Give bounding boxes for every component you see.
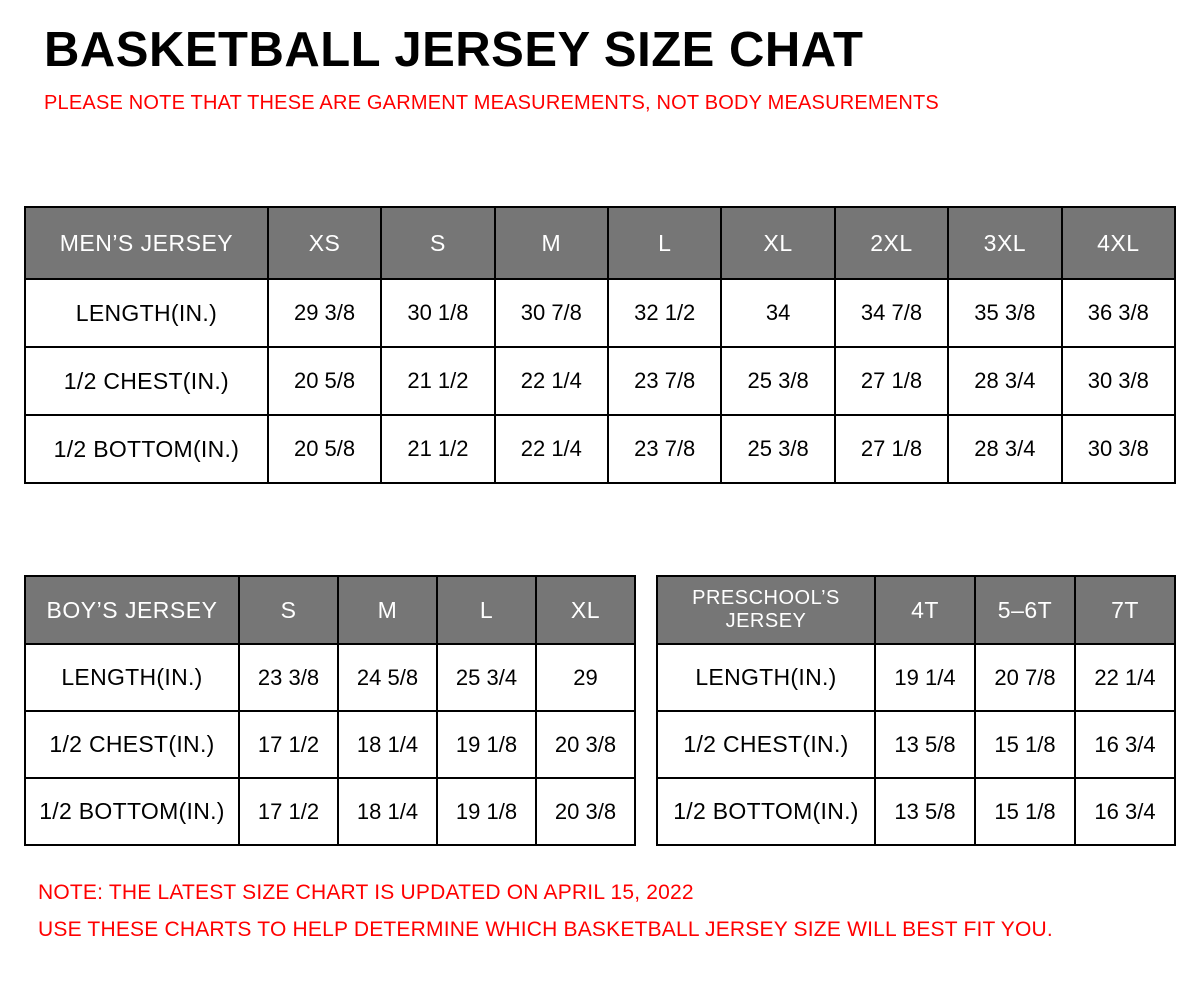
table-cell: 28 3/4 bbox=[948, 347, 1061, 415]
column-header: 3XL bbox=[948, 207, 1061, 279]
table-cell: 28 3/4 bbox=[948, 415, 1061, 483]
table-cell: 20 7/8 bbox=[975, 644, 1075, 711]
table-cell: 30 1/8 bbox=[381, 279, 494, 347]
column-header: 7T bbox=[1075, 576, 1175, 644]
column-header: 2XL bbox=[835, 207, 948, 279]
table-cell: 36 3/8 bbox=[1062, 279, 1175, 347]
column-header: XL bbox=[536, 576, 635, 644]
page-title: BASKETBALL JERSEY SIZE CHAT bbox=[44, 23, 864, 77]
column-header: 5–6T bbox=[975, 576, 1075, 644]
table-row bbox=[25, 415, 1175, 483]
table-header-row bbox=[25, 576, 635, 644]
row-label: 1/2 CHEST(IN.) bbox=[657, 711, 875, 778]
table-cell: 15 1/8 bbox=[975, 711, 1075, 778]
table-row bbox=[25, 778, 635, 845]
table-cell: 19 1/4 bbox=[875, 644, 975, 711]
preschool-jersey-table bbox=[656, 575, 1176, 846]
row-label: 1/2 CHEST(IN.) bbox=[25, 347, 268, 415]
column-header: S bbox=[381, 207, 494, 279]
table-cell: 22 1/4 bbox=[495, 347, 608, 415]
table-cell: 24 5/8 bbox=[338, 644, 437, 711]
table-row bbox=[25, 347, 1175, 415]
mens-jersey-table bbox=[24, 206, 1176, 484]
table-row bbox=[657, 644, 1175, 711]
table-cell: 30 7/8 bbox=[495, 279, 608, 347]
table-cell: 30 3/8 bbox=[1062, 347, 1175, 415]
boys-jersey-table bbox=[24, 575, 636, 846]
table-cell: 34 bbox=[721, 279, 834, 347]
column-header: M bbox=[338, 576, 437, 644]
table-cell: 29 3/8 bbox=[268, 279, 381, 347]
table-header-row bbox=[25, 207, 1175, 279]
table-cell: 34 7/8 bbox=[835, 279, 948, 347]
table-row bbox=[25, 279, 1175, 347]
table-cell: 13 5/8 bbox=[875, 711, 975, 778]
table-row bbox=[25, 644, 635, 711]
boys-table-label: BOY’S JERSEY bbox=[25, 576, 239, 644]
table-cell: 20 5/8 bbox=[268, 415, 381, 483]
table-cell: 23 7/8 bbox=[608, 415, 721, 483]
column-header: XL bbox=[721, 207, 834, 279]
mens-table-label: MEN’S JERSEY bbox=[25, 207, 268, 279]
column-header: M bbox=[495, 207, 608, 279]
column-header: 4T bbox=[875, 576, 975, 644]
table-cell: 21 1/2 bbox=[381, 347, 494, 415]
table-cell: 18 1/4 bbox=[338, 778, 437, 845]
garment-measurement-note: PLEASE NOTE THAT THESE ARE GARMENT MEASUREMENTS, NOT BODY MEASUREMENTS bbox=[44, 92, 939, 114]
table-header-row bbox=[657, 576, 1175, 644]
table-cell: 19 1/8 bbox=[437, 778, 536, 845]
row-label: 1/2 BOTTOM(IN.) bbox=[25, 778, 239, 845]
row-label: LENGTH(IN.) bbox=[25, 644, 239, 711]
row-label: 1/2 BOTTOM(IN.) bbox=[657, 778, 875, 845]
row-label: LENGTH(IN.) bbox=[25, 279, 268, 347]
table-cell: 30 3/8 bbox=[1062, 415, 1175, 483]
footer-notes bbox=[24, 875, 1053, 949]
lower-tables-row bbox=[24, 575, 1176, 846]
table-cell: 17 1/2 bbox=[239, 778, 338, 845]
table-cell: 16 3/4 bbox=[1075, 711, 1175, 778]
table-cell: 25 3/4 bbox=[437, 644, 536, 711]
column-header: L bbox=[437, 576, 536, 644]
table-cell: 32 1/2 bbox=[608, 279, 721, 347]
column-header: L bbox=[608, 207, 721, 279]
column-header: 4XL bbox=[1062, 207, 1175, 279]
table-row bbox=[25, 711, 635, 778]
row-label: 1/2 CHEST(IN.) bbox=[25, 711, 239, 778]
footer-note-usage: USE THESE CHARTS TO HELP DETERMINE WHICH BASKETBALL JERSEY SIZE WILL BEST FIT YOU. bbox=[38, 917, 1053, 941]
preschool-table-label: PRESCHOOL’S JERSEY bbox=[657, 576, 875, 644]
table-cell: 29 bbox=[536, 644, 635, 711]
table-cell: 35 3/8 bbox=[948, 279, 1061, 347]
table-cell: 19 1/8 bbox=[437, 711, 536, 778]
table-cell: 27 1/8 bbox=[835, 347, 948, 415]
table-cell: 23 3/8 bbox=[239, 644, 338, 711]
table-cell: 16 3/4 bbox=[1075, 778, 1175, 845]
table-row bbox=[657, 711, 1175, 778]
row-label: LENGTH(IN.) bbox=[657, 644, 875, 711]
table-cell: 21 1/2 bbox=[381, 415, 494, 483]
table-cell: 17 1/2 bbox=[239, 711, 338, 778]
table-cell: 20 5/8 bbox=[268, 347, 381, 415]
column-header: XS bbox=[268, 207, 381, 279]
table-cell: 18 1/4 bbox=[338, 711, 437, 778]
table-row bbox=[657, 778, 1175, 845]
table-cell: 15 1/8 bbox=[975, 778, 1075, 845]
table-cell: 25 3/8 bbox=[721, 415, 834, 483]
mens-jersey-table-wrapper bbox=[24, 206, 1176, 484]
footer-note-update: NOTE: THE LATEST SIZE CHART IS UPDATED ON APRIL 15, 2022 bbox=[38, 881, 694, 904]
table-cell: 27 1/8 bbox=[835, 415, 948, 483]
table-cell: 23 7/8 bbox=[608, 347, 721, 415]
table-cell: 20 3/8 bbox=[536, 778, 635, 845]
table-cell: 25 3/8 bbox=[721, 347, 834, 415]
column-header: S bbox=[239, 576, 338, 644]
row-label: 1/2 BOTTOM(IN.) bbox=[25, 415, 268, 483]
table-cell: 20 3/8 bbox=[536, 711, 635, 778]
table-cell: 13 5/8 bbox=[875, 778, 975, 845]
table-cell: 22 1/4 bbox=[1075, 644, 1175, 711]
table-cell: 22 1/4 bbox=[495, 415, 608, 483]
